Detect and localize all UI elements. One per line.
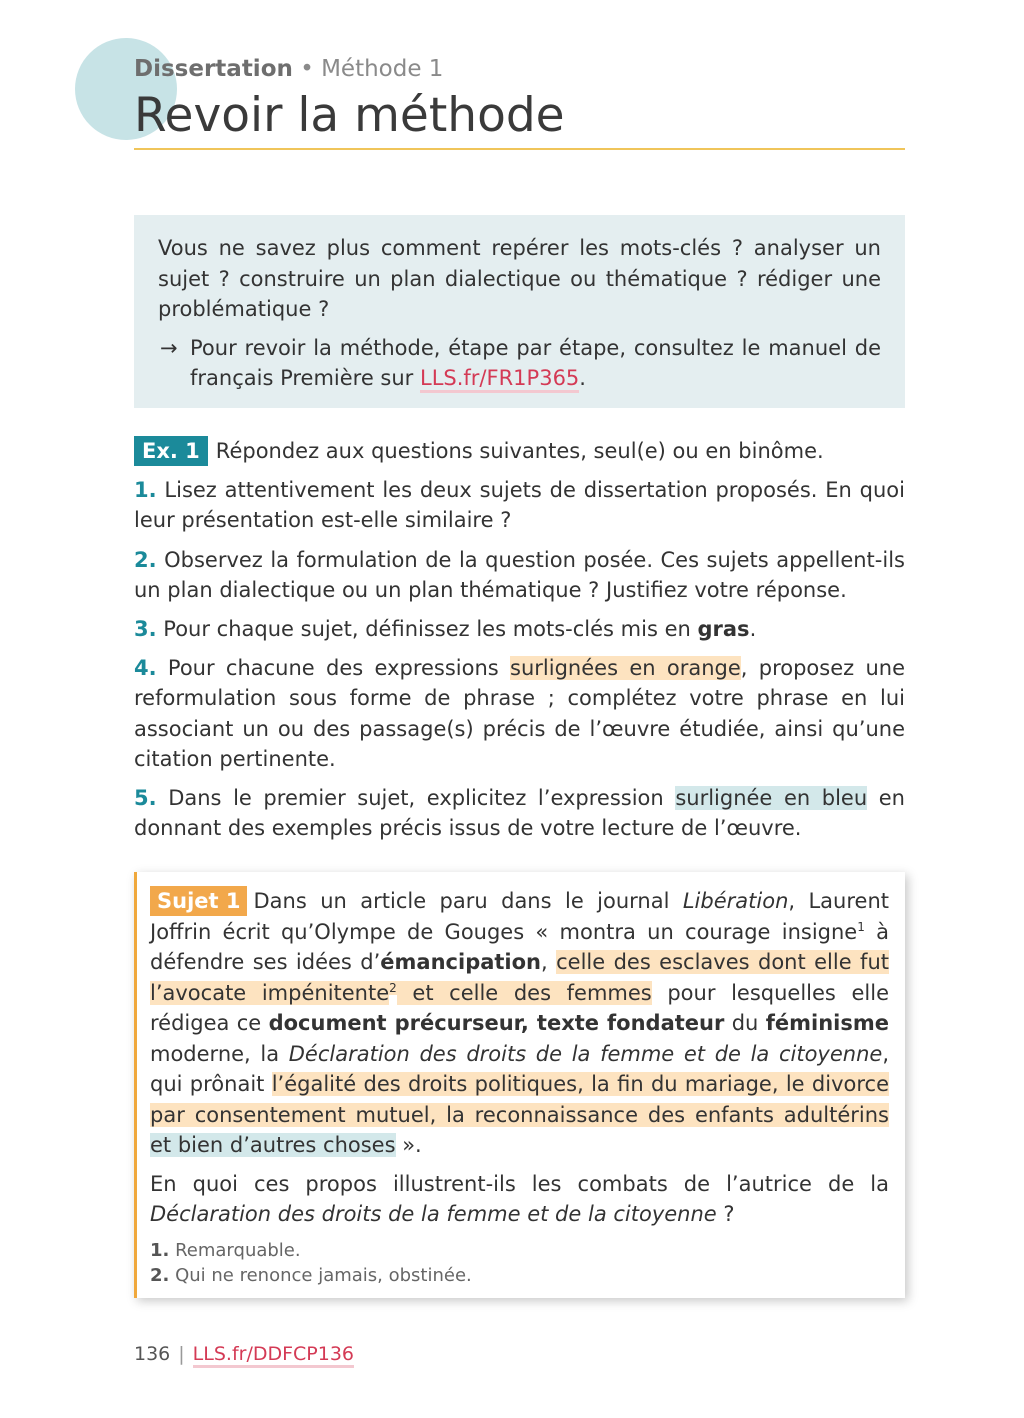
- page-number: 136: [134, 1343, 171, 1365]
- footnotes: [150, 1238, 889, 1288]
- footnote-2: [150, 1263, 889, 1288]
- footnote-1: [150, 1238, 889, 1263]
- footer-link[interactable]: LLS.fr/DDFCP136: [193, 1343, 354, 1368]
- question-number: 2.: [134, 547, 157, 572]
- keyword: document précurseur, texte fondateur: [268, 1011, 725, 1035]
- text: ».: [395, 1133, 422, 1157]
- work-title: Déclaration des droits de la femme et de la citoyenne: [150, 1202, 717, 1226]
- sujet-text: [150, 886, 889, 1161]
- method-reminder-box: [134, 215, 905, 408]
- blue-highlight: et bien d’autres choses: [150, 1133, 396, 1157]
- orange-highlight: surlignées en orange: [510, 656, 741, 681]
- arrow-icon: →: [160, 335, 178, 360]
- question-number: 5.: [134, 786, 157, 811]
- question-5: [134, 783, 905, 843]
- question-text-cont: en donnant des exemples précis issus de votre lecture de l’œuvre.: [134, 786, 905, 841]
- bullet: •: [300, 56, 314, 82]
- text: du: [724, 1011, 766, 1035]
- bold-word: gras: [697, 617, 750, 642]
- orange-highlight: celle des esclaves dont elle fut l’avocate impénitente: [150, 950, 889, 1005]
- footnote-text: Remarquable.: [169, 1239, 301, 1261]
- text: Dans un article paru dans le journal: [253, 889, 683, 913]
- newspaper-title: Libération: [682, 889, 789, 913]
- orange-highlight: l’égalité des droits politiques, la fin du mariage, le divorce par consentement mutuel, la reconnaissance des enfants adultérins: [150, 1072, 889, 1127]
- page-footer: [134, 1343, 354, 1365]
- footer-separator: |: [178, 1343, 185, 1365]
- keyword: féminisme: [765, 1011, 889, 1035]
- reminder-text: Vous ne savez plus comment repérer les mots-clés ? analyser un sujet ? construire un plan dialectique ou thématique ? rédiger une problématique ?: [158, 236, 881, 321]
- footnote-number: 1.: [150, 1239, 170, 1261]
- footnote-number: 2.: [150, 1264, 170, 1286]
- orange-highlight: et celle des femmes: [396, 980, 652, 1005]
- sujet-question: [150, 1169, 889, 1230]
- question-text: Pour chacune des expressions: [167, 656, 511, 681]
- page-title: Revoir la méthode: [134, 88, 565, 143]
- text: pour lesquelles elle rédigea ce: [150, 980, 889, 1035]
- question-text: Observez la formulation de la question posée. Ces sujets appellent-ils un plan dialectique ou un plan thématique ? Justifiez votre réponse.: [134, 547, 905, 602]
- exercise-instruction: Répondez aux questions suivantes, seul(e) ou en binôme.: [215, 439, 824, 463]
- text: moderne, la: [150, 1041, 289, 1066]
- question-1: [134, 475, 905, 535]
- text: , Laurent Joffrin écrit qu’Olympe de Gouges « montra un courage insigne: [150, 889, 889, 944]
- text: ,: [541, 950, 557, 974]
- manual-link[interactable]: LLS.fr/FR1P365: [420, 366, 579, 393]
- exercise-1: [134, 436, 905, 852]
- blue-highlight: surlignée en bleu: [675, 786, 868, 811]
- text: En quoi ces propos illustrent-ils les combats de l’autrice de la: [150, 1171, 889, 1196]
- title-divider: [134, 148, 905, 150]
- keyword: émancipation: [380, 950, 542, 974]
- section-kicker: [134, 56, 443, 82]
- question-text: Dans le premier sujet, explicitez l’expression: [168, 786, 676, 811]
- footnote-ref: 2: [389, 980, 397, 995]
- reminder-link-text: Pour revoir la méthode, étape par étape, consultez le manuel de français Première sur: [190, 335, 881, 390]
- question-text: Lisez attentivement les deux sujets de dissertation proposés. En quoi leur présentation est-elle similaire ?: [134, 478, 905, 533]
- question-number: 1.: [134, 478, 157, 503]
- question-number: 3.: [134, 617, 157, 642]
- question-4: [134, 653, 905, 774]
- punctuation: .: [749, 617, 757, 642]
- question-text-cont: , proposez une reformulation sous forme de phrase ; complétez votre phrase en lui associant un ou des passage(s) précis de l’œuvre étudiée, ainsi qu’une citation pertinente.: [134, 656, 905, 771]
- sujet-1-box: [134, 872, 905, 1298]
- question-text: Pour chaque sujet, définissez les mots-clés mis en: [163, 617, 698, 642]
- question-2: [134, 545, 905, 605]
- footnote-ref: 1: [857, 919, 865, 934]
- footnote-text: Qui ne renonce jamais, obstinée.: [169, 1264, 472, 1286]
- sujet-badge: Sujet 1: [150, 886, 247, 916]
- text: ?: [716, 1202, 735, 1226]
- punctuation: .: [579, 366, 586, 390]
- section-label: Dissertation: [134, 56, 293, 82]
- question-number: 4.: [134, 656, 157, 681]
- text: à défendre ses idées d’: [150, 919, 889, 974]
- text: , qui prônait: [150, 1041, 889, 1096]
- question-3: [134, 614, 905, 644]
- method-label: Méthode 1: [321, 56, 444, 82]
- exercise-badge: Ex. 1: [134, 436, 208, 466]
- exercise-intro: [134, 436, 905, 466]
- reminder-link-line: [158, 333, 881, 394]
- work-title: Déclaration des droits de la femme et de la citoyenne: [288, 1041, 883, 1066]
